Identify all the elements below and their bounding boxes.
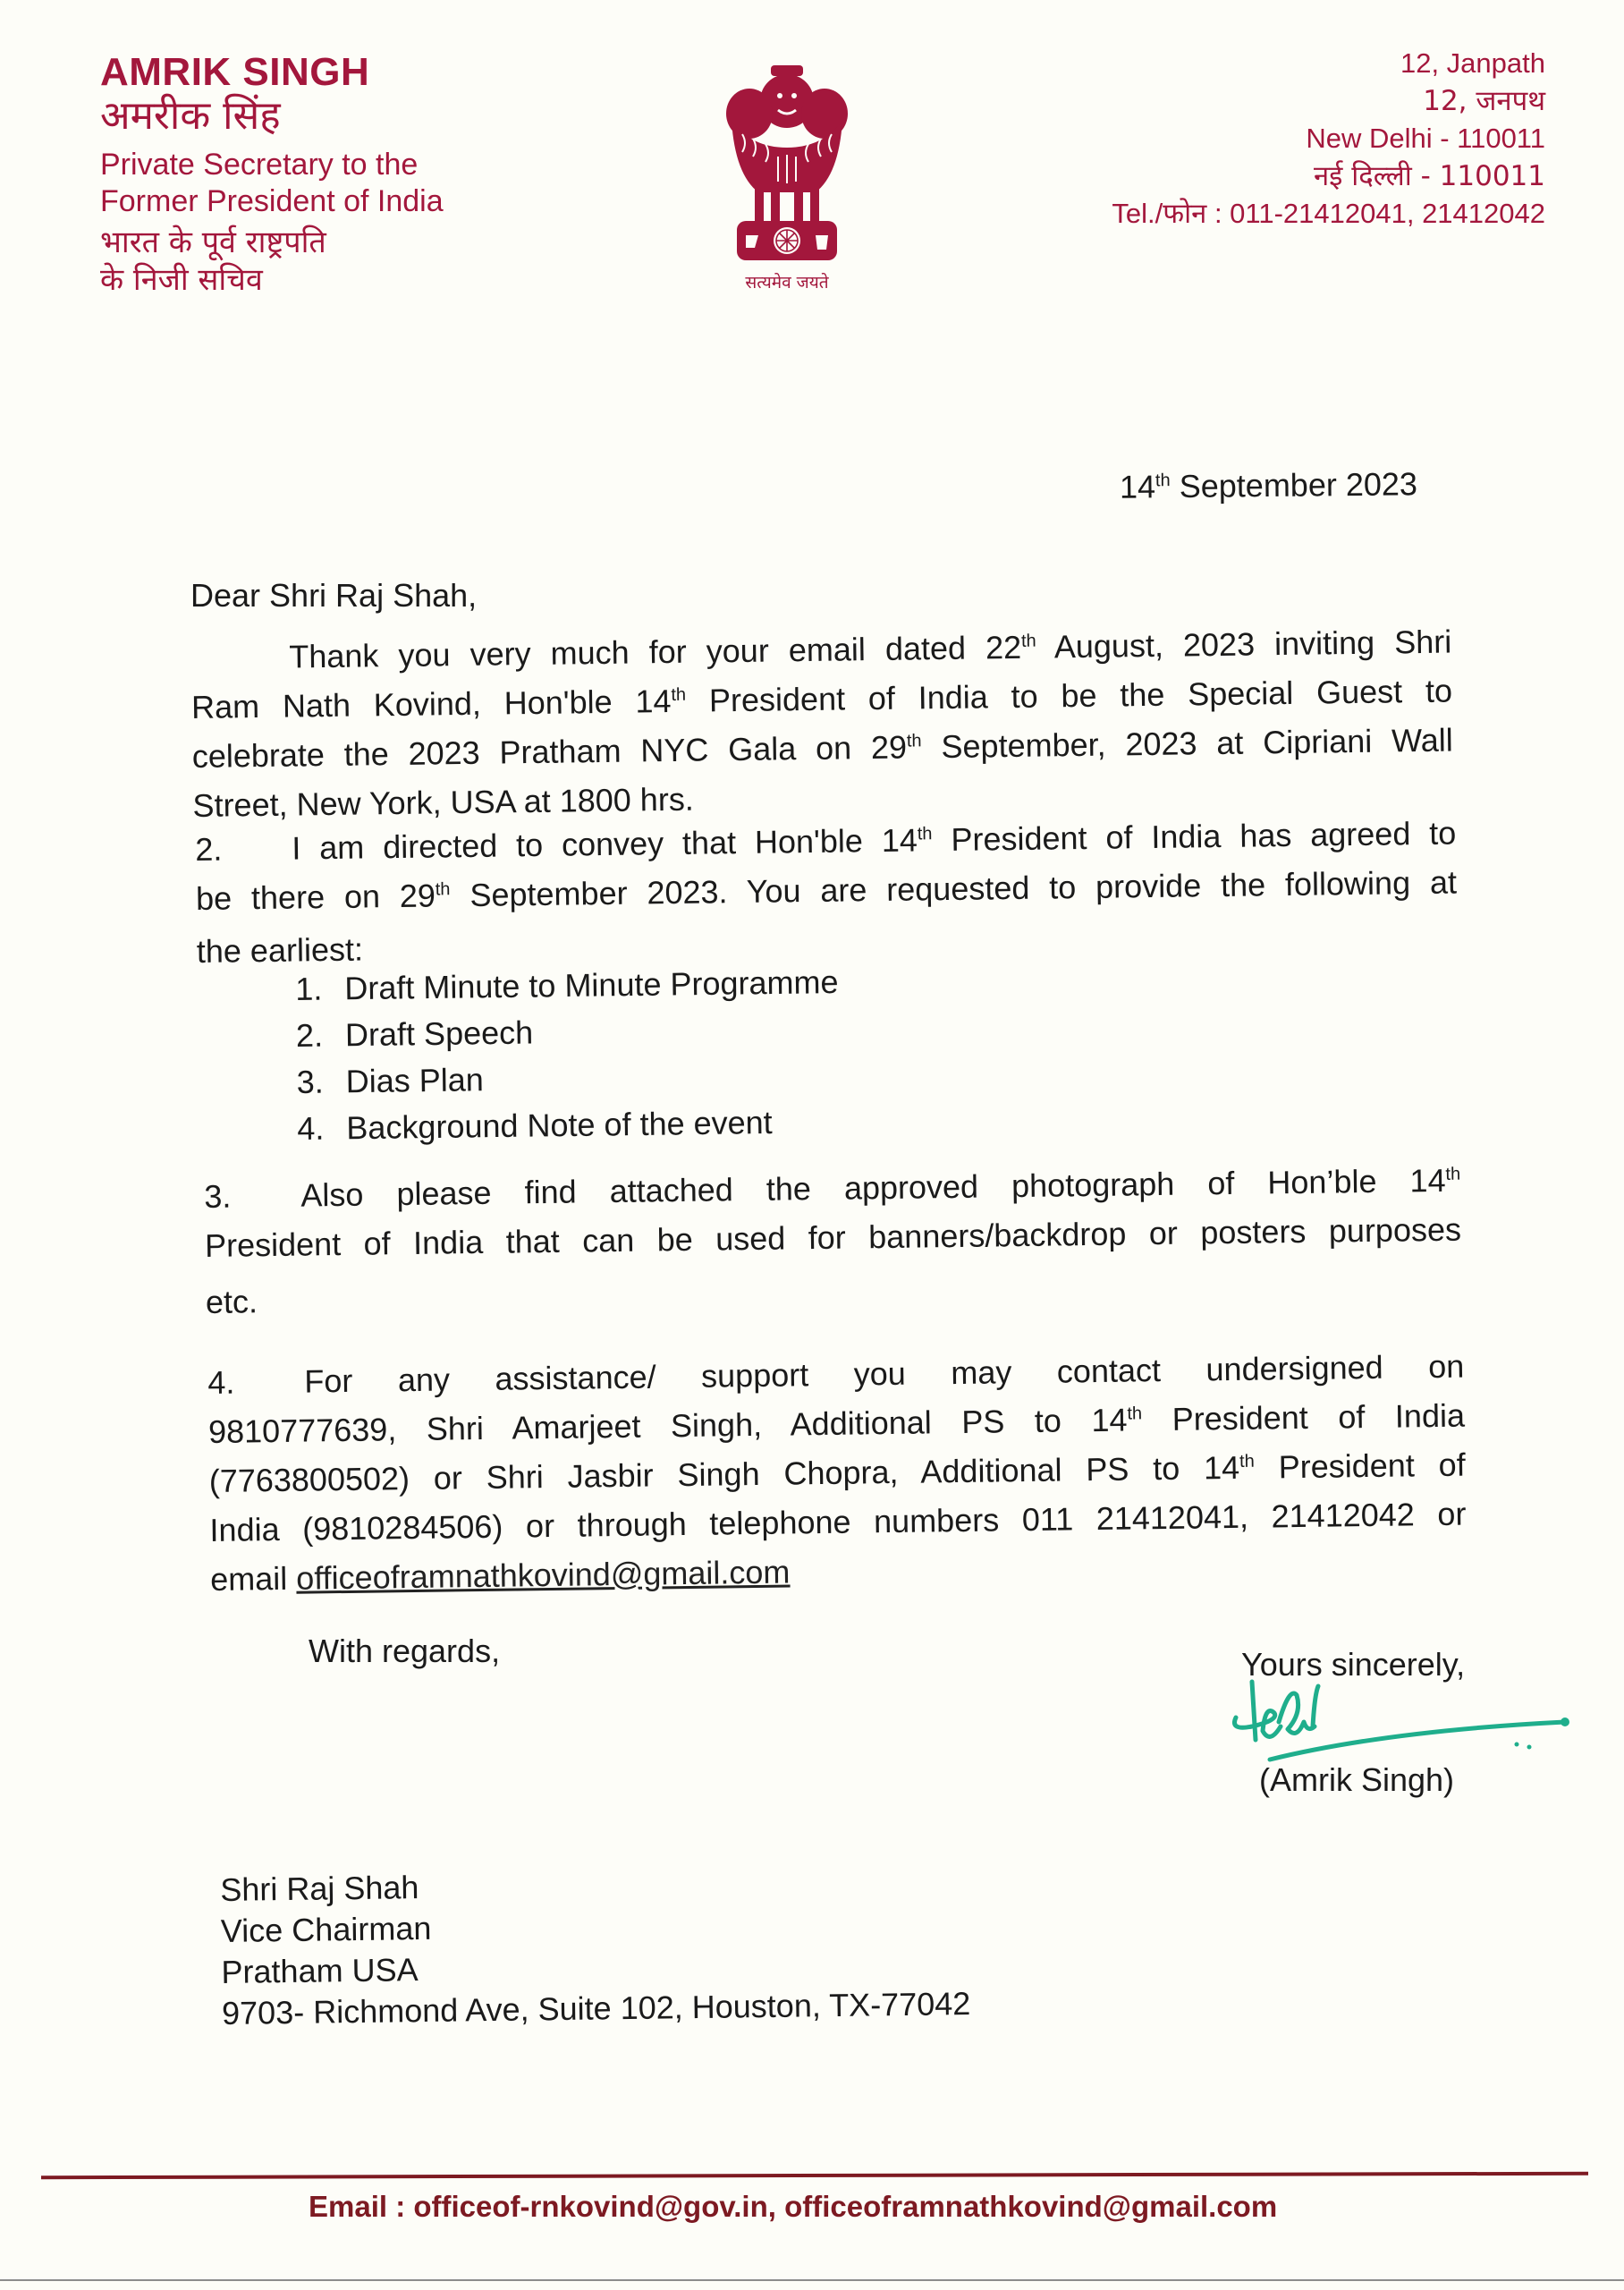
telephone: Tel./फोन : 011-21412041, 21412042	[1112, 198, 1545, 229]
paragraph-4: 4. For any assistance/ support you may contact undersigned on 9810777639, Shri Amarjeet Singh, Additional PS to 14th President of India (7763800502) or Shri Jasbir Singh Chopra, Additional PS to 14th President of India (9810284506) or through telephone numbers 011 21412041, 21412042 or email officeoframnathkovind@gmail.com	[207, 1347, 1467, 1598]
emblem-motto: सत्यमेव जयते	[745, 273, 829, 293]
recipient-organization: Pratham USA	[221, 1951, 419, 1990]
requested-items-list	[295, 955, 1103, 1152]
closing-yours-sincerely: Yours sincerely,	[1241, 1646, 1466, 1683]
list-item: 4. Background Note of the event	[297, 1104, 773, 1147]
address-english-line1: 12, Janpath	[1400, 47, 1545, 79]
footer-email-line: Email : officeof-rnkovind@gov.in, officeoframnathkovind@gmail.com	[309, 2190, 1278, 2223]
paragraph-number: 3.	[204, 1177, 232, 1215]
paragraph-number: 2.	[195, 830, 223, 868]
address-hindi-line2: नई दिल्ली - 110011	[1313, 160, 1545, 192]
recipient-name: Shri Raj Shah	[220, 1869, 419, 1908]
sender-title-english-line1: Private Secretary to the	[100, 148, 419, 182]
page-bottom-edge	[0, 2279, 1624, 2281]
contact-email-link[interactable]: officeoframnathkovind@gmail.com	[295, 1553, 791, 1597]
sender-title-hindi-line1: भारत के पूर्व राष्ट्रपति	[100, 225, 326, 260]
address-hindi-line1: 12, जनपथ	[1423, 85, 1545, 117]
signatory-name: (Amrik Singh)	[1259, 1761, 1455, 1798]
footer-divider	[41, 2172, 1588, 2180]
sender-name-hindi: अमरीक सिंह	[100, 93, 281, 139]
paragraph-3: 3. Also please find attached the approved photograph of Hon’ble 14th President of India that can be used for banners/backdrop or posters purposes etc.	[204, 1161, 1462, 1320]
sender-name-english: AMRIK SINGH	[100, 50, 370, 94]
list-item: 1. Draft Minute to Minute Programme	[295, 963, 839, 1007]
recipient-designation: Vice Chairman	[220, 1909, 432, 1949]
national-emblem	[715, 58, 859, 291]
recipient-address-block	[220, 1860, 971, 2034]
letter-date: 14th September 2023	[1119, 465, 1418, 505]
list-item: 2. Draft Speech	[295, 1014, 534, 1054]
sender-title-english-line2: Former President of India	[100, 184, 444, 218]
letterhead-sender	[100, 52, 444, 299]
sender-title-hindi-line2: के निजी सचिव	[100, 262, 263, 298]
address-english-line2: New Delhi - 110011	[1306, 123, 1545, 154]
list-item: 3. Dias Plan	[296, 1061, 485, 1100]
recipient-address: 9703- Richmond Ave, Suite 102, Houston, TX-77042	[221, 1985, 971, 2031]
signature-icon	[1225, 1677, 1583, 1762]
paragraph-1: Thank you very much for your email dated 22th August, 2023 inviting Shri Ram Nath Kovind, Hon'ble 14th President of India to be the Special Guest to celebrate the 2023 Pratham NYC Gala on 29th September, 2023 at Cipriani Wall Street, New York, USA at 1800 hrs.	[190, 623, 1453, 824]
letterhead-address	[1112, 45, 1545, 233]
national-emblem-icon	[715, 58, 859, 264]
paragraph-number: 4.	[207, 1363, 235, 1401]
closing-regards: With regards,	[309, 1633, 501, 1669]
salutation: Dear Shri Raj Shah,	[190, 577, 478, 614]
paragraph-2: 2. I am directed to convey that Hon'ble 14th President of India has agreed to be there on 29th September 2023. You are requested to provide the following at the earliest:	[195, 814, 1458, 970]
